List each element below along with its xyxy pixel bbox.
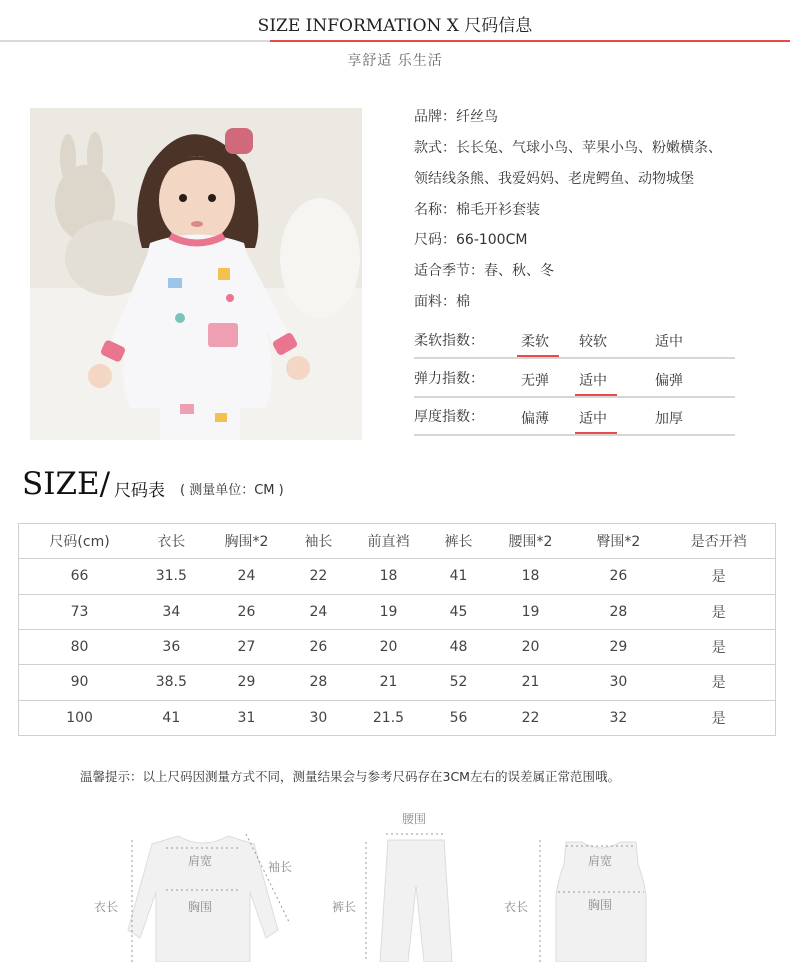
- title-divider-accent: [270, 40, 790, 42]
- column-header: 腰围*2: [508, 534, 553, 551]
- table-row: [19, 665, 776, 700]
- table-cell: 29: [574, 629, 662, 664]
- table-cell: 是: [662, 700, 775, 735]
- table-header-row: [19, 524, 776, 559]
- table-cell: 18: [487, 559, 575, 594]
- table-cell: 28: [574, 594, 662, 629]
- elasticity-option-3: 偏弹: [655, 373, 683, 389]
- softness-index-line: [414, 357, 735, 359]
- table-cell: 是: [662, 559, 775, 594]
- table-cell: 21: [487, 665, 575, 700]
- size-range-info: 尺码：66-100CM: [414, 232, 528, 248]
- pants-waist-label: 腰围: [402, 812, 427, 826]
- table-cell: 31.5: [140, 559, 202, 594]
- table-cell: 73: [19, 594, 141, 629]
- thickness-option-1: 偏薄: [521, 411, 549, 427]
- table-cell: 26: [290, 629, 346, 664]
- thickness-index-label: 厚度指数：: [414, 409, 484, 425]
- table-cell: 38.5: [140, 665, 202, 700]
- table-cell: 41: [431, 559, 487, 594]
- elasticity-index-line: [414, 396, 735, 398]
- table-cell: 56: [431, 700, 487, 735]
- name-info: 名称：棉毛开衫套装: [414, 202, 540, 218]
- elasticity-option-1: 无弹: [521, 373, 549, 389]
- styles-info-line2: 领结线条熊、我爱妈妈、老虎鳄鱼、动物城堡: [414, 171, 694, 187]
- table-cell: 27: [203, 629, 291, 664]
- table-cell: 21.5: [346, 700, 430, 735]
- season-info: 适合季节：春、秋、冬: [414, 263, 554, 279]
- top-shoulder-label: 肩宽: [188, 854, 213, 868]
- table-cell: 80: [19, 629, 141, 664]
- pants-measure-diagram: [326, 806, 476, 962]
- elasticity-option-2: 适中: [579, 373, 607, 389]
- top-measure-diagram: [90, 830, 310, 962]
- table-cell: 45: [431, 594, 487, 629]
- section-title: SIZE INFORMATION X 尺码信息: [257, 16, 533, 36]
- table-cell: 20: [487, 629, 575, 664]
- table-cell: 20: [346, 629, 430, 664]
- thickness-option-2: 适中: [579, 411, 607, 427]
- table-cell: 19: [346, 594, 430, 629]
- vest-chest-label: 胸围: [588, 898, 613, 912]
- table-cell: 34: [140, 594, 202, 629]
- vest-length-label: 衣长: [504, 900, 529, 914]
- table-cell: 是: [662, 665, 775, 700]
- styles-info-line1: 款式：长长兔、气球小鸟、苹果小鸟、粉嫩横条、: [414, 140, 722, 156]
- table-cell: 26: [574, 559, 662, 594]
- table-cell: 48: [431, 629, 487, 664]
- table-cell: 22: [487, 700, 575, 735]
- column-header: 是否开裆: [690, 534, 747, 551]
- top-sleeve-label: 袖长: [268, 860, 293, 874]
- size-table: [18, 523, 776, 736]
- softness-option-3: 适中: [655, 334, 683, 350]
- column-header: 臀围*2: [596, 534, 641, 551]
- table-cell: 36: [140, 629, 202, 664]
- thickness-index-line: [414, 434, 735, 436]
- table-cell: 30: [574, 665, 662, 700]
- table-cell: 52: [431, 665, 487, 700]
- table-row: [19, 629, 776, 664]
- table-cell: 19: [487, 594, 575, 629]
- column-header: 衣长: [157, 534, 186, 551]
- table-cell: 32: [574, 700, 662, 735]
- table-cell: 21: [346, 665, 430, 700]
- table-cell: 是: [662, 594, 775, 629]
- table-cell: 26: [203, 594, 291, 629]
- softness-option-2: 较软: [579, 334, 607, 350]
- vest-shoulder-label: 肩宽: [588, 854, 613, 868]
- column-header: 胸围*2: [224, 534, 269, 551]
- table-row: [19, 559, 776, 594]
- column-header: 裤长: [444, 534, 473, 551]
- vest-measure-diagram: [500, 836, 660, 962]
- size-heading-sub: 尺码表: [114, 481, 165, 501]
- table-cell: 30: [290, 700, 346, 735]
- softness-index-label: 柔软指数：: [414, 333, 484, 349]
- table-cell: 24: [290, 594, 346, 629]
- elasticity-index-label: 弹力指数：: [414, 371, 484, 387]
- column-header: 尺码(cm): [49, 534, 110, 551]
- table-cell: 41: [140, 700, 202, 735]
- fabric-info: 面料：棉: [414, 294, 470, 310]
- softness-option-1: 柔软: [521, 334, 549, 350]
- table-cell: 66: [19, 559, 141, 594]
- table-cell: 31: [203, 700, 291, 735]
- table-cell: 是: [662, 629, 775, 664]
- column-header: 袖长: [304, 534, 333, 551]
- table-cell: 100: [19, 700, 141, 735]
- slogan: 享舒适 乐生活: [347, 53, 443, 69]
- top-length-label: 衣长: [94, 900, 119, 914]
- table-cell: 22: [290, 559, 346, 594]
- pants-length-label: 裤长: [332, 900, 357, 914]
- table-cell: 18: [346, 559, 430, 594]
- measure-unit-note: ( 测量单位：CM ): [180, 483, 284, 498]
- product-photo: [30, 108, 362, 440]
- table-cell: 90: [19, 665, 141, 700]
- thickness-option-3: 加厚: [655, 411, 683, 427]
- size-heading: SIZE/: [22, 466, 111, 502]
- brand-info: 品牌：纤丝鸟: [414, 109, 498, 125]
- table-row: [19, 594, 776, 629]
- column-header: 前直裆: [367, 534, 410, 551]
- table-cell: 28: [290, 665, 346, 700]
- top-chest-label: 胸围: [188, 900, 213, 914]
- measurement-tip: 温馨提示：以上尺码因测量方式不同，测量结果会与参考尺码存在3CM左右的误差属正常范围哦。: [80, 769, 620, 784]
- table-cell: 29: [203, 665, 291, 700]
- table-cell: 24: [203, 559, 291, 594]
- table-row: [19, 700, 776, 735]
